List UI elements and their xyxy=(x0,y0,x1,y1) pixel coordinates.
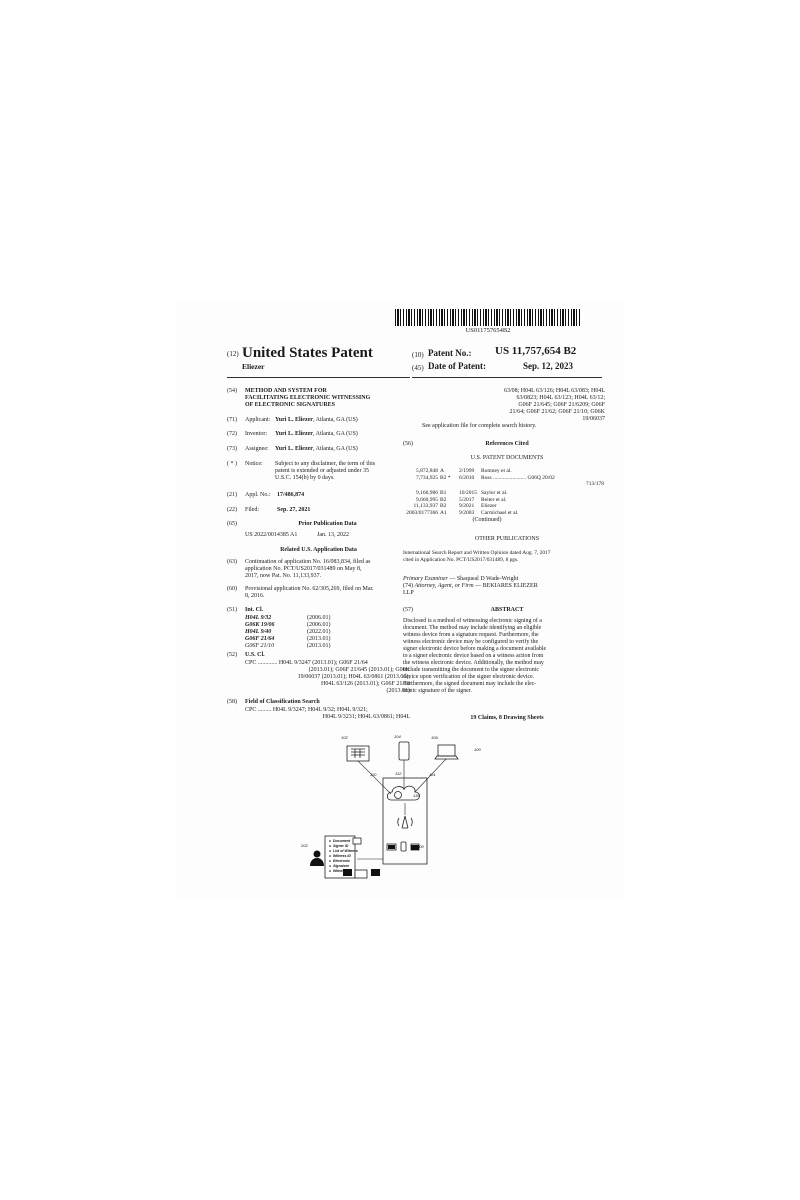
applicant-label: Applicant: xyxy=(245,417,271,423)
ref-label-102: 102 xyxy=(341,735,348,740)
antenna-icon xyxy=(402,816,408,828)
attorney xyxy=(403,583,538,590)
ref-label-130: 130 xyxy=(413,793,420,798)
notice-code: ( * ) xyxy=(227,461,237,467)
cpc-continued-line-1: 63/08; H04L 63/126; H04L 63/083; H04L xyxy=(503,388,605,394)
inid-63: (63) xyxy=(227,559,237,565)
inid-71: (71) xyxy=(227,417,237,423)
int-cl-code: H04L 9/40 xyxy=(245,629,272,635)
rule-right xyxy=(412,377,602,378)
inid-74: (74) xyxy=(403,583,413,589)
ref-label-100: 100 xyxy=(474,747,481,752)
person-icon xyxy=(314,851,321,858)
inid-65: (65) xyxy=(227,521,237,527)
inid-51: (51) xyxy=(227,607,237,613)
barcode-number: US011757654B2 xyxy=(465,327,511,334)
field-search-line-2: H04L 9/3231; H04L 63/0861; H04L xyxy=(322,714,410,720)
prior-publication-heading: Prior Publication Data xyxy=(298,521,357,527)
continuation-line-2: application No. PCT/US2017/031489 on May 8, xyxy=(245,566,362,572)
abstract-line: Furthermore, the signed document may include the elec- xyxy=(403,681,537,687)
cpc-continued-line-5: 19/06037 xyxy=(582,416,605,422)
related-application-heading: Related U.S. Application Data xyxy=(280,547,357,553)
tablet-device-icon xyxy=(347,746,369,761)
ref-label-200: 200 xyxy=(417,844,424,849)
continued-note: (Continued) xyxy=(472,517,502,523)
field-search-label: Field of Classification Search xyxy=(245,699,320,705)
abstract-line: to a signer electronic device based on a witness action from xyxy=(403,653,544,659)
cpc-continued-line-4: 21/64; G06F 21/62; G06F 21/10; G06K xyxy=(509,409,605,415)
attorney-label: Attorney, Agent, or Firm xyxy=(414,583,474,589)
abstract-line: device upon verification of the signer electronic device. xyxy=(403,674,535,680)
attorney-name: — BEKIARES ELIEZER xyxy=(473,583,538,589)
ref-classification: 713/178 xyxy=(585,481,604,487)
int-cl-date: (2006.01) xyxy=(307,615,331,621)
ref-kind: B1 xyxy=(440,490,447,496)
inventor-short: Eliezer xyxy=(242,362,265,371)
assignee-location: , Atlanta, GA (US) xyxy=(312,446,358,452)
ref-date: 10/2015 xyxy=(459,490,478,496)
search-history-note: See application file for complete search history. xyxy=(422,423,537,429)
notice-line-2: patent is extended or adjusted under 35 xyxy=(275,468,369,474)
ref-label-112: 112 xyxy=(395,771,402,776)
prior-pub-number: US 2022/0014385 A1 xyxy=(245,532,298,538)
inventor-label: Inventor: xyxy=(245,431,267,437)
inid-54: (54) xyxy=(227,388,237,394)
ref-number: 11,133,937 xyxy=(413,503,438,509)
inid-72: (72) xyxy=(227,431,237,437)
ref-name: Ross ........................ G06Q 20/02 xyxy=(481,474,555,481)
abstract-line: Disclosed is a method of witnessing electronic signing of a xyxy=(403,618,542,624)
int-cl-code: G06K 19/06 xyxy=(245,622,275,628)
doc-list-line: Signer ID xyxy=(333,844,349,848)
barcode xyxy=(395,309,581,326)
cpc-line-3: 19/06037 (2013.01); H04L 63/0861 (2013.01); xyxy=(297,674,410,680)
patent-document xyxy=(175,300,625,900)
notice-line-3: U.S.C. 154(b) by 0 days. xyxy=(275,475,335,481)
int-cl-date: (2006.01) xyxy=(307,622,331,628)
abstract-line: tronic signature of the signer. xyxy=(403,688,472,694)
ref-name: Reiter et al. xyxy=(481,496,507,503)
applicant xyxy=(275,417,358,424)
examiner-name: — Shaqueal D Wade-Wright xyxy=(447,576,519,582)
ref-name: Saylor et al. xyxy=(481,490,508,496)
abstract-line: document. The method may include identifying an eligible xyxy=(403,625,542,631)
inid-45: (45) xyxy=(412,364,424,372)
abstract-line: witness electronic device may be configured to verify the xyxy=(403,639,539,645)
inid-56: (56) xyxy=(403,441,413,447)
applicant-location: , Atlanta, GA (US) xyxy=(312,417,358,423)
patent-no-label: Patent No.: xyxy=(428,348,472,358)
int-cl-code: H04L 9/32 xyxy=(245,615,272,621)
assignee-name: Yuri L. Eliezer xyxy=(275,446,313,452)
inid-52: (52) xyxy=(227,652,237,658)
int-cl-date: (2013.01) xyxy=(307,636,331,642)
int-cl-code: G06F 21/64 xyxy=(245,636,275,642)
int-cl-date: (2013.01) xyxy=(307,643,331,649)
appl-no-label: Appl. No.: xyxy=(245,492,271,498)
filed-label: Filed: xyxy=(245,507,260,513)
ref-label-110: 110 xyxy=(370,772,377,777)
ref-label-114: 114 xyxy=(429,772,436,777)
other-pub-line-1: International Search Report and Written Opinion dated Aug. 7, 2017 xyxy=(403,550,551,556)
notice-line-1: Subject to any disclaimer, the term of this xyxy=(275,461,376,467)
abstract-line: signer electronic device before making a document available xyxy=(403,646,547,652)
ref-number: 2003/0177366 xyxy=(406,509,438,516)
inventor-location: , Atlanta, GA (US) xyxy=(312,431,358,437)
cpc-line-1: CPC ............. H04L 9/3247 (2013.01); G06F 21/64 xyxy=(245,660,368,666)
title-line-2: FACILITATING ELECTRONIC WITNESSING xyxy=(245,395,371,401)
doc-list-line: List of Witness xyxy=(333,849,358,853)
inventor-name: Yuri L. Eliezer xyxy=(275,431,313,437)
ref-number: 5,872,848 xyxy=(416,468,438,474)
rule-left xyxy=(227,377,410,378)
date-of-patent-label: Date of Patent: xyxy=(428,361,486,371)
abstract-line: the witness electronic device. Additionally, the method may xyxy=(403,660,544,666)
cpc-line-4: H04L 63/126 (2013.01); G06F 21/10 xyxy=(321,681,410,687)
ref-date: 6/2010 xyxy=(459,474,475,481)
filed-date: Sep. 27, 2021 xyxy=(277,507,311,513)
ref-kind: B2 xyxy=(440,496,447,503)
examiner-label: Primary Examiner xyxy=(403,576,448,582)
phone-device-icon xyxy=(399,742,409,760)
references-heading: References Cited xyxy=(485,441,529,447)
inventor xyxy=(275,431,358,438)
abstract-line: include transmitting the document to the signer electronic xyxy=(403,667,539,673)
ref-kind: B2 * xyxy=(440,474,451,481)
cpc-line-5: (2013.01) xyxy=(386,688,410,694)
int-cl-date: (2022.01) xyxy=(307,629,331,635)
ref-name: Eliezer xyxy=(481,503,497,509)
inid-60: (60) xyxy=(227,586,237,592)
ref-date: 5/2017 xyxy=(459,496,475,503)
doc-list-line: Witness ID xyxy=(333,854,351,858)
us-patent-documents-heading: U.S. PATENT DOCUMENTS xyxy=(470,455,544,461)
doc-list-line: Electronic xyxy=(333,859,350,863)
other-publications-heading: OTHER PUBLICATIONS xyxy=(474,536,540,542)
ref-name: Carmichael et al. xyxy=(481,509,519,516)
cpc-continued-line-3: G06F 21/645; G06F 21/6209; G06F xyxy=(518,402,605,408)
ref-date: 9/2021 xyxy=(459,503,475,509)
globe-icon xyxy=(395,792,402,799)
doc-list-line: Witnessing xyxy=(333,869,352,873)
inid-58: (58) xyxy=(227,699,237,705)
assignee xyxy=(275,446,358,453)
provisional-line-2: 8, 2016. xyxy=(245,593,265,599)
other-pub-line-2: cited in Application No. PCT/US2017/031489, 8 pgs. xyxy=(403,557,519,563)
laptop-device-icon xyxy=(438,745,455,756)
cpc-continued-line-2: 63/0823; H04L 63/123; H04L 63/12; xyxy=(516,395,605,401)
prior-pub-date: Jan. 13, 2022 xyxy=(317,532,349,538)
claims-drawing-sheets: 19 Claims, 8 Drawing Sheets xyxy=(470,715,544,721)
notice-label: Notice: xyxy=(245,461,263,467)
assignee-label: Assignee: xyxy=(245,446,269,452)
ref-label-104: 104 xyxy=(394,734,401,739)
ref-date: 9/2003 xyxy=(459,509,475,516)
abstract-line: witness device from a signature request. Furthermore, the xyxy=(403,632,539,638)
doc-list-line: Document xyxy=(333,839,351,843)
doc-list-line: Signature xyxy=(333,864,350,868)
inid-12: (12) xyxy=(227,350,239,358)
patent-number: US 11,757,654 B2 xyxy=(495,345,577,357)
appl-no: 17/486,874 xyxy=(277,492,305,498)
applicant-name: Yuri L. Eliezer xyxy=(275,417,313,423)
patent-type-title: United States Patent xyxy=(242,345,373,361)
continuation-line-1: Continuation of application No. 16/083,834, filed as xyxy=(245,559,371,565)
ref-number: 9,660,995 xyxy=(416,496,438,503)
attorney-line-2: LLP xyxy=(403,590,414,596)
title-line-3: OF ELECTRONIC SIGNATURES xyxy=(245,402,336,408)
ref-date: 2/1999 xyxy=(459,468,475,474)
ref-label-202: 202 xyxy=(301,843,308,848)
ref-number: 9,166,986 xyxy=(416,490,438,496)
field-search-line-1: CPC ......... H04L 9/3247; H04L 9/32; H04L 9/321; xyxy=(245,707,368,713)
ref-label-106: 106 xyxy=(431,735,438,740)
ref-name: Romney et al. xyxy=(481,468,512,474)
us-cl-label: U.S. Cl. xyxy=(245,652,265,658)
ref-kind: A xyxy=(440,468,444,474)
inid-21: (21) xyxy=(227,492,237,498)
representative-drawing xyxy=(295,728,515,888)
int-cl-label: Int. Cl. xyxy=(245,607,264,613)
continuation-line-3: 2017, now Pat. No. 11,133,937. xyxy=(245,573,322,579)
ref-kind: B2 xyxy=(440,503,447,509)
inid-22: (22) xyxy=(227,507,237,513)
int-cl-code: G06F 21/10 xyxy=(245,643,275,649)
ref-kind: A1 xyxy=(440,509,447,516)
inid-57: (57) xyxy=(403,607,413,613)
cpc-line-2: (2013.01); G06F 21/645 (2013.01); G06K xyxy=(308,667,410,673)
title-line-1: METHOD AND SYSTEM FOR xyxy=(245,388,327,394)
provisional-line-1: Provisional application No. 62/305,269, filed on Mar. xyxy=(245,586,374,592)
abstract-heading: ABSTRACT xyxy=(490,607,524,613)
ref-number: 7,734,925 xyxy=(416,474,438,481)
inid-73: (73) xyxy=(227,446,237,452)
date-of-patent: Sep. 12, 2023 xyxy=(523,361,574,371)
inid-10: (10) xyxy=(412,351,424,359)
